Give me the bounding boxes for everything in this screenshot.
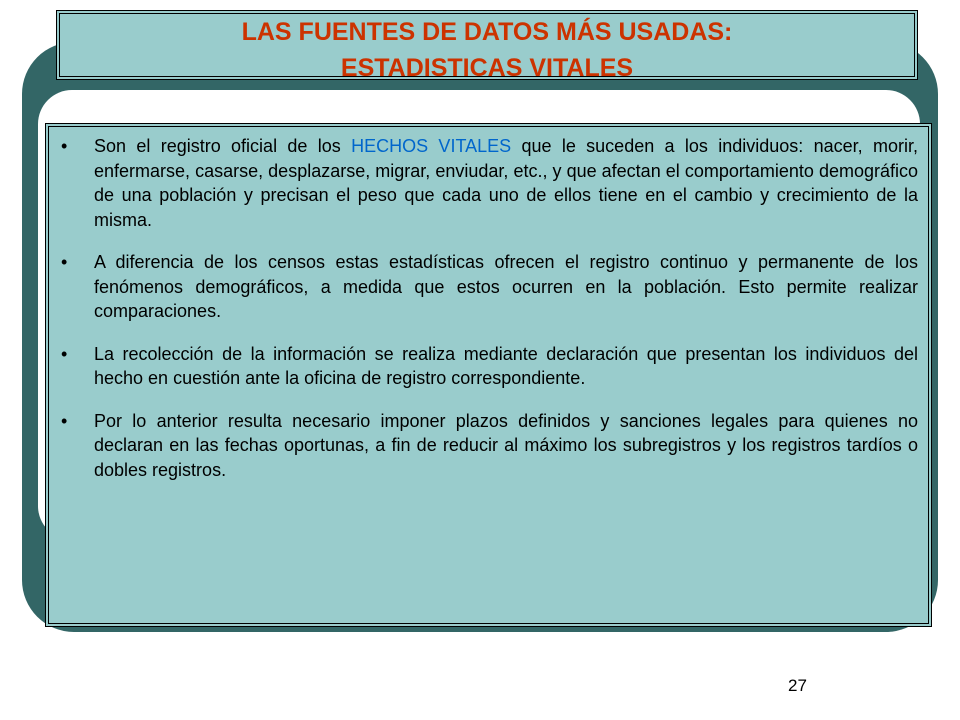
bullet-4-text: Por lo anterior resulta necesario imponer plazos definidos y sanciones legales para quienes no declaran en las fechas oportunas, a fin de reducir al máximo los subregistros y los registros tardíos o dobles registros. <box>94 410 918 480</box>
bullet-2-text: A diferencia de los censos estas estadísticas ofrecen el registro continuo y permanente de los fenómenos demográficos, a medida que estos ocurren en la población. Esto permite realizar comparaciones. <box>94 252 918 321</box>
bullet-icon: • <box>61 136 68 156</box>
bullet-icon: • <box>61 410 68 431</box>
bullet-icon: • <box>61 252 68 272</box>
bullet-1-text-before: Son el registro oficial de los <box>94 136 352 156</box>
bullet-1-highlight: HECHOS VITALES <box>351 136 512 156</box>
bullet-item-4 <box>61 409 918 483</box>
bullet-list <box>61 134 918 482</box>
bullet-item-3 <box>61 342 918 391</box>
slide-title-line-2: ESTADISTICAS VITALES <box>340 54 634 82</box>
bullet-icon: • <box>61 343 68 364</box>
page-number: 27 <box>788 676 807 695</box>
bullet-1-text-after: que le suceden a los individuos: nacer, morir, enfermarse, casarse, desplazarse, migrar, enviudar, etc., y que afectan el comportamiento demográfico de una población y precisan el peso que cada uno de ellos tiene en el cambio y crecimiento de la misma. <box>94 136 918 230</box>
bullet-item-1 <box>61 134 918 232</box>
bullet-item-2 <box>61 250 918 324</box>
title-box <box>56 10 918 80</box>
content-box <box>45 123 932 627</box>
slide-title-line-1: LAS FUENTES DE DATOS MÁS USADAS: <box>241 18 733 46</box>
bullet-3-text: La recolección de la información se realiza mediante declaración que presentan los individuos del hecho en cuestión ante la oficina de registro correspondiente. <box>94 343 918 388</box>
